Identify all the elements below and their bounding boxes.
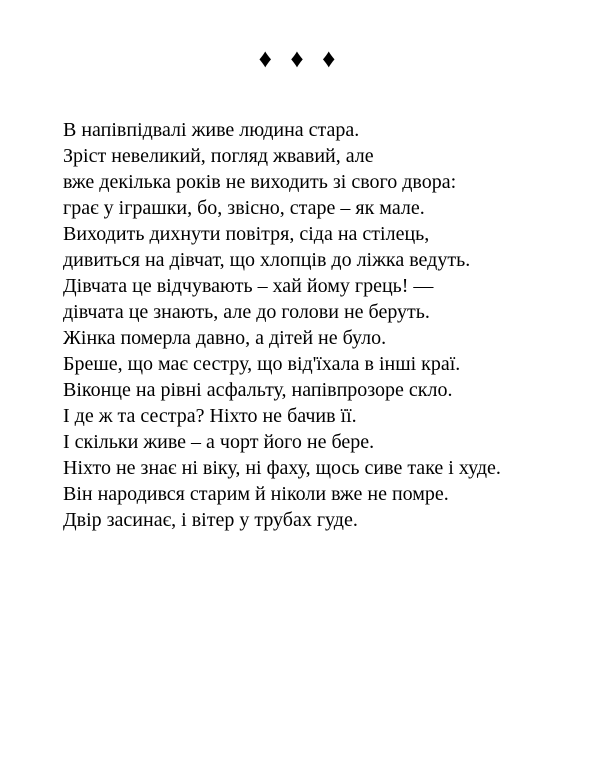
poem-line: І скільки живе – а чорт його не бере. (63, 431, 375, 453)
poem-line: В напівпідвалі живе людина стара. (63, 119, 360, 141)
poem-line: Зріст невеликий, погляд жвавий, але (63, 145, 374, 167)
poem-text (63, 117, 583, 533)
poem-line: дивиться на дівчат, що хлопців до ліжка ведуть. (63, 249, 471, 271)
poem-line: дівчата це знають, але до голови не беруть. (63, 301, 430, 323)
poem-line: Виходить дихнути повітря, сіда на стілець, (63, 223, 430, 245)
poem-line: Двір засинає, і вітер у трубах гуде. (63, 509, 358, 531)
poem-line: Дівчата це відчувають – хай йому грець! — (63, 275, 434, 297)
poem-line: Бреше, що має сестру, що від'їхала в інші краї. (63, 353, 461, 375)
section-ornament: ♦ ♦ ♦ (258, 44, 342, 73)
poem-line: Ніхто не знає ні віку, ні фаху, щось сиве таке і худе. (63, 457, 501, 479)
poem-line: грає у іграшки, бо, звісно, старе – як мале. (63, 197, 425, 219)
poem-line: Він народився старим й ніколи вже не помре. (63, 483, 449, 505)
poem-line: І де ж та сестра? Ніхто не бачив її. (63, 405, 357, 427)
poem-line: вже декілька років не виходить зі свого двора: (63, 171, 457, 193)
poem-line: Жінка померла давно, а дітей не було. (63, 327, 387, 349)
poem-line: Віконце на рівні асфальту, напівпрозоре скло. (63, 379, 453, 401)
